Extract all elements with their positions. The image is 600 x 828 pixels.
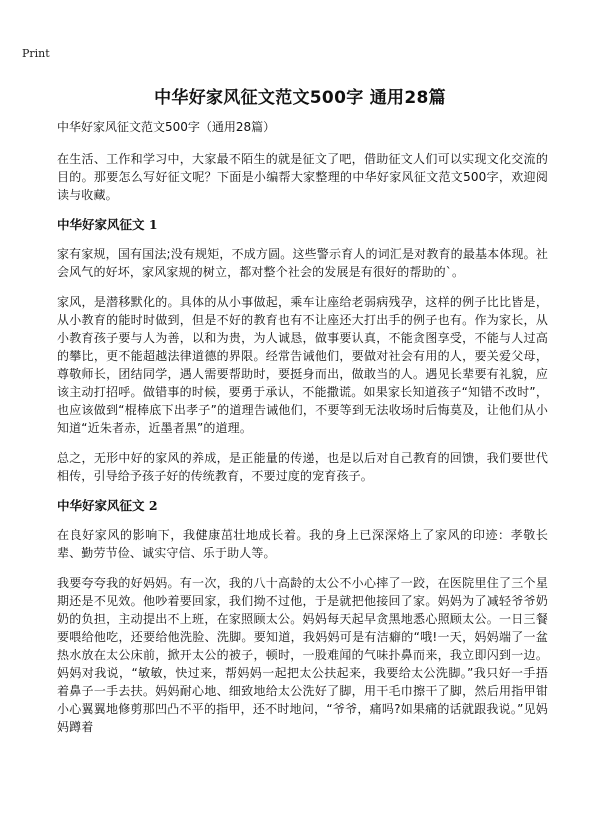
essay-paragraph: 家风，是潜移默化的。具体的从小事做起，乘车让座给老弱病残孕，这样的例子比比皆是，从小教育的能时时做到，但是不好的教育也有不让座还大打出手的例子也有。作为家长，从小教育孩子要与人为善，以和为贵，为人诚恳，做事要认真，不能贪图享受，不能与人过高的攀比，更不能超越法律道德的界限。经常告诫他们，要做对社会有用的人，要关爱父母，尊敬师长，团结同学，遇人需要帮助时，要挺身而出，做敢当的人。遇见长辈要有礼貌，应该主动打招呼。做错事的时候，要勇于承认，不能撒谎。如果家长知道孩子“知错不改时”，也应该做到“棍棒底下出孝子”的道理告诫他们，不要等到无法收场时后悔莫及，让他们从小知道“近朱者赤，近墨者黑”的道理。 bbox=[57, 295, 548, 435]
document-subtitle: 中华好家风征文范文500字（通用28篇） bbox=[57, 120, 276, 134]
document-body bbox=[57, 119, 548, 748]
essay-1 bbox=[57, 216, 548, 485]
essay-2 bbox=[57, 497, 548, 736]
page-title: 中华好家风征文范文500字 通用28篇 bbox=[154, 88, 446, 108]
intro-paragraph: 在生活、工作和学习中，大家最不陌生的就是征文了吧，借助征文人们可以实现文化交流的目的。那要怎么写好征文呢？下面是小编帮大家整理的中华好家风征文范文500字，欢迎阅读与收藏。 bbox=[57, 152, 548, 202]
essay-heading: 中华好家风征文 2 bbox=[57, 498, 158, 513]
essay-heading: 中华好家风征文 1 bbox=[57, 217, 158, 232]
essay-paragraph: 家有家规，国有国法;没有规矩，不成方圆。这些警示育人的词汇是对教育的最基本体现。社会风气的好坏，家风家规的树立，都对整个社会的发展是有很好的帮助的`。 bbox=[57, 247, 548, 279]
essay-paragraph: 在良好家风的影响下，我健康茁壮地成长着。我的身上已深深烙上了家风的印迹：孝敬长辈、勤劳节俭、诚实守信、乐于助人等。 bbox=[57, 528, 548, 560]
print-link[interactable]: Print bbox=[22, 47, 50, 60]
essay-paragraph: 总之，无形中好的家风的养成，是正能量的传递，也是以后对自己教育的回馈，我们要世代相传，引导给予孩子好的传统教育，不要过度的宠育孩子。 bbox=[57, 451, 548, 483]
essay-paragraph: 我要夸夸我的好妈妈。有一次，我的八十高龄的太公不小心摔了一跤，在医院里住了三个星期还是不见效。他吵着要回家，我们拗不过他，于是就把他接回了家。妈妈为了减轻爷爷奶奶的负担，主动提出不上班，在家照顾太公。妈妈每天起早贪黑地悉心照顾太公。一日三餐要喂给他吃，还要给他洗脸、洗脚。要知道，我妈妈可是有洁癖的“哦!一天，妈妈端了一盆热水放在太公床前，掀开太公的被子，顿时，一股难闻的气味扑鼻而来，我立即闪到一边。妈妈对我说，“敏敏，快过来，帮妈妈一起把太公扶起来，我要给太公洗脚。”我只好一手捂着鼻子一手去扶。妈妈耐心地、细致地给太公洗好了脚，用干毛巾擦干了脚，然后用指甲钳小心翼翼地修剪那凹凸不平的指甲，还不时地问，“爷爷，痛吗?如果痛的话就跟我说。”见妈妈蹲着 bbox=[57, 576, 548, 734]
